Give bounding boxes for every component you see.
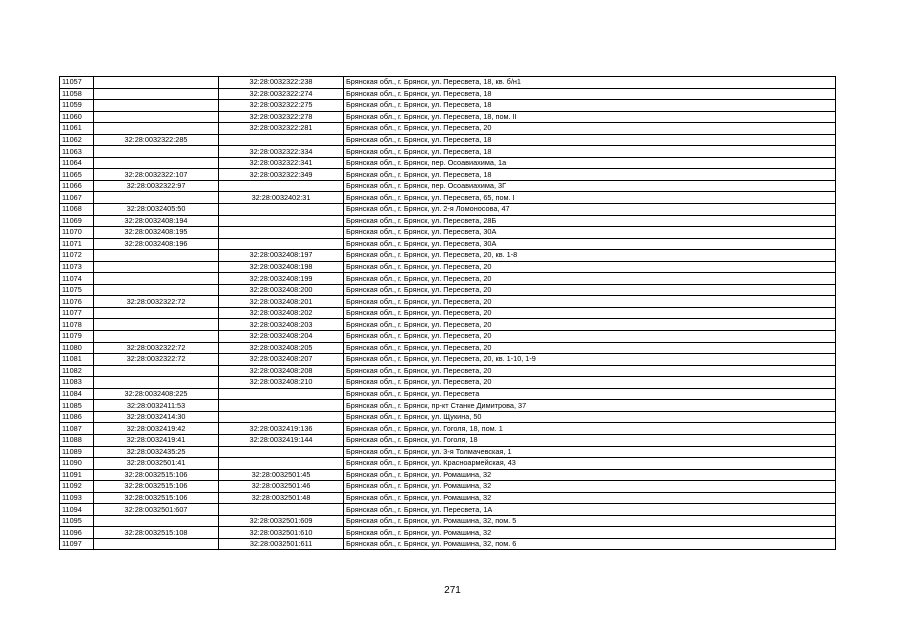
table-row	[60, 250, 836, 262]
building-cadastral-number-cell	[219, 504, 344, 516]
building-cadastral-number-cell	[219, 134, 344, 146]
address-cell: Брянская обл., г. Брянск, ул. Ромашина, 32	[344, 481, 836, 493]
row-number-cell: 11072	[60, 250, 94, 262]
row-number-cell: 11084	[60, 388, 94, 400]
row-number-cell: 11079	[60, 331, 94, 343]
table-row	[60, 169, 836, 181]
address-cell: Брянская обл., г. Брянск, ул. Пересвета, 20	[344, 342, 836, 354]
table-row	[60, 296, 836, 308]
table-row	[60, 354, 836, 366]
land-cadastral-number-cell	[94, 77, 219, 89]
row-number-cell: 11074	[60, 273, 94, 285]
land-cadastral-number-cell: 32:28:0032408:195	[94, 227, 219, 239]
building-cadastral-number-cell	[219, 215, 344, 227]
land-cadastral-number-cell: 32:28:0032515:106	[94, 492, 219, 504]
building-cadastral-number-cell: 32:28:0032408:202	[219, 307, 344, 319]
table-row	[60, 538, 836, 550]
land-cadastral-number-cell	[94, 331, 219, 343]
building-cadastral-number-cell: 32:28:0032322:275	[219, 100, 344, 112]
address-cell: Брянская обл., г. Брянск, ул. Пересвета, 20	[344, 319, 836, 331]
row-number-cell: 11060	[60, 111, 94, 123]
row-number-cell: 11067	[60, 192, 94, 204]
row-number-cell: 11087	[60, 423, 94, 435]
land-cadastral-number-cell: 32:28:0032322:72	[94, 354, 219, 366]
land-cadastral-number-cell	[94, 192, 219, 204]
building-cadastral-number-cell	[219, 446, 344, 458]
address-cell: Брянская обл., г. Брянск, ул. Пересвета, 18, пом. II	[344, 111, 836, 123]
table-row	[60, 123, 836, 135]
building-cadastral-number-cell: 32:28:0032408:201	[219, 296, 344, 308]
address-cell: Брянская обл., г. Брянск, ул. Гоголя, 18, пом. 1	[344, 423, 836, 435]
land-cadastral-number-cell: 32:28:0032419:42	[94, 423, 219, 435]
land-cadastral-number-cell: 32:28:0032408:225	[94, 388, 219, 400]
table-row	[60, 261, 836, 273]
table-row	[60, 434, 836, 446]
table-row	[60, 492, 836, 504]
building-cadastral-number-cell: 32:28:0032322:334	[219, 146, 344, 158]
row-number-cell: 11097	[60, 538, 94, 550]
row-number-cell: 11081	[60, 354, 94, 366]
row-number-cell: 11058	[60, 88, 94, 100]
building-cadastral-number-cell: 32:28:0032322:274	[219, 88, 344, 100]
row-number-cell: 11075	[60, 284, 94, 296]
land-cadastral-number-cell	[94, 515, 219, 527]
building-cadastral-number-cell: 32:28:0032408:199	[219, 273, 344, 285]
building-cadastral-number-cell: 32:28:0032402:31	[219, 192, 344, 204]
building-cadastral-number-cell	[219, 227, 344, 239]
address-cell: Брянская обл., г. Брянск, ул. Гоголя, 18	[344, 434, 836, 446]
table-row	[60, 411, 836, 423]
building-cadastral-number-cell: 32:28:0032408:198	[219, 261, 344, 273]
table-row	[60, 446, 836, 458]
building-cadastral-number-cell: 32:28:0032501:46	[219, 481, 344, 493]
table-row	[60, 307, 836, 319]
row-number-cell: 11077	[60, 307, 94, 319]
row-number-cell: 11078	[60, 319, 94, 331]
address-cell: Брянская обл., г. Брянск, ул. Пересвета	[344, 388, 836, 400]
address-cell: Брянская обл., г. Брянск, ул. Ромашина, 32, пом. 6	[344, 538, 836, 550]
address-cell: Брянская обл., г. Брянск, ул. Ромашина, 32	[344, 469, 836, 481]
table-row	[60, 504, 836, 516]
row-number-cell: 11096	[60, 527, 94, 539]
address-cell: Брянская обл., г. Брянск, ул. Пересвета, 1А	[344, 504, 836, 516]
building-cadastral-number-cell: 32:28:0032322:281	[219, 123, 344, 135]
address-cell: Брянская обл., г. Брянск, ул. Пересвета, 18	[344, 134, 836, 146]
table-row	[60, 515, 836, 527]
address-cell: Брянская обл., г. Брянск, ул. Пересвета, 20, кв. 1-10, 1-9	[344, 354, 836, 366]
building-cadastral-number-cell: 32:28:0032408:200	[219, 284, 344, 296]
row-number-cell: 11093	[60, 492, 94, 504]
row-number-cell: 11059	[60, 100, 94, 112]
building-cadastral-number-cell: 32:28:0032419:136	[219, 423, 344, 435]
address-cell: Брянская обл., г. Брянск, ул. Пересвета, 20	[344, 123, 836, 135]
table-row	[60, 111, 836, 123]
land-cadastral-number-cell: 32:28:0032322:285	[94, 134, 219, 146]
land-cadastral-number-cell: 32:28:0032322:72	[94, 296, 219, 308]
building-cadastral-number-cell: 32:28:0032408:204	[219, 331, 344, 343]
table-row	[60, 284, 836, 296]
building-cadastral-number-cell: 32:28:0032501:45	[219, 469, 344, 481]
address-cell: Брянская обл., г. Брянск, ул. Пересвета, 20	[344, 296, 836, 308]
building-cadastral-number-cell: 32:28:0032408:197	[219, 250, 344, 262]
land-cadastral-number-cell	[94, 377, 219, 389]
address-cell: Брянская обл., г. Брянск, ул. Щукина, 50	[344, 411, 836, 423]
address-cell: Брянская обл., г. Брянск, ул. Ромашина, 32, пом. 5	[344, 515, 836, 527]
table-row	[60, 192, 836, 204]
address-cell: Брянская обл., г. Брянск, ул. Пересвета, 20	[344, 331, 836, 343]
row-number-cell: 11064	[60, 157, 94, 169]
building-cadastral-number-cell	[219, 388, 344, 400]
building-cadastral-number-cell: 32:28:0032408:205	[219, 342, 344, 354]
table-row	[60, 204, 836, 216]
table-row	[60, 423, 836, 435]
address-cell: Брянская обл., г. Брянск, ул. Пересвета, 20	[344, 365, 836, 377]
row-number-cell: 11063	[60, 146, 94, 158]
row-number-cell: 11069	[60, 215, 94, 227]
land-cadastral-number-cell: 32:28:0032405:50	[94, 204, 219, 216]
building-cadastral-number-cell: 32:28:0032408:207	[219, 354, 344, 366]
table-row	[60, 400, 836, 412]
table-row	[60, 215, 836, 227]
land-cadastral-number-cell: 32:28:0032322:107	[94, 169, 219, 181]
table-row	[60, 273, 836, 285]
land-cadastral-number-cell	[94, 284, 219, 296]
address-cell: Брянская обл., г. Брянск, ул. Пересвета, 20	[344, 307, 836, 319]
address-cell: Брянская обл., г. Брянск, ул. Пересвета, 20	[344, 261, 836, 273]
land-cadastral-number-cell: 32:28:0032414:30	[94, 411, 219, 423]
table-row	[60, 238, 836, 250]
building-cadastral-number-cell: 32:28:0032419:144	[219, 434, 344, 446]
table-row	[60, 365, 836, 377]
table-row	[60, 134, 836, 146]
land-cadastral-number-cell: 32:28:0032408:196	[94, 238, 219, 250]
building-cadastral-number-cell	[219, 180, 344, 192]
address-cell: Брянская обл., г. Брянск, ул. Пересвета, 65, пом. I	[344, 192, 836, 204]
building-cadastral-number-cell: 32:28:0032322:349	[219, 169, 344, 181]
table-row	[60, 319, 836, 331]
table-row	[60, 469, 836, 481]
row-number-cell: 11061	[60, 123, 94, 135]
address-cell: Брянская обл., г. Брянск, ул. Пересвета, 20	[344, 377, 836, 389]
table-row	[60, 157, 836, 169]
address-cell: Брянская обл., г. Брянск, ул. Красноармейская, 43	[344, 458, 836, 470]
land-cadastral-number-cell	[94, 307, 219, 319]
row-number-cell: 11062	[60, 134, 94, 146]
table-row	[60, 377, 836, 389]
address-cell: Брянская обл., г. Брянск, ул. Пересвета, 28Б	[344, 215, 836, 227]
address-cell: Брянская обл., г. Брянск, ул. 3-я Толмачевская, 1	[344, 446, 836, 458]
table-row	[60, 342, 836, 354]
land-cadastral-number-cell	[94, 111, 219, 123]
address-cell: Брянская обл., г. Брянск, ул. Пересвета, 30А	[344, 227, 836, 239]
land-cadastral-number-cell: 32:28:0032501:607	[94, 504, 219, 516]
cadastral-table	[59, 76, 836, 550]
land-cadastral-number-cell	[94, 538, 219, 550]
table-body	[60, 77, 836, 550]
address-cell: Брянская обл., г. Брянск, ул. 2-я Ломоносова, 47	[344, 204, 836, 216]
building-cadastral-number-cell: 32:28:0032322:341	[219, 157, 344, 169]
land-cadastral-number-cell: 32:28:0032501:41	[94, 458, 219, 470]
page-number: 271	[444, 585, 461, 596]
land-cadastral-number-cell	[94, 88, 219, 100]
row-number-cell: 11073	[60, 261, 94, 273]
land-cadastral-number-cell: 32:28:0032322:97	[94, 180, 219, 192]
building-cadastral-number-cell	[219, 204, 344, 216]
building-cadastral-number-cell: 32:28:0032322:238	[219, 77, 344, 89]
row-number-cell: 11089	[60, 446, 94, 458]
row-number-cell: 11066	[60, 180, 94, 192]
address-cell: Брянская обл., г. Брянск, пр-кт Станке Димитрова, 37	[344, 400, 836, 412]
address-cell: Брянская обл., г. Брянск, ул. Пересвета, 18	[344, 88, 836, 100]
building-cadastral-number-cell: 32:28:0032501:609	[219, 515, 344, 527]
table-row	[60, 88, 836, 100]
address-cell: Брянская обл., г. Брянск, ул. Пересвета, 18	[344, 146, 836, 158]
row-number-cell: 11085	[60, 400, 94, 412]
land-cadastral-number-cell	[94, 261, 219, 273]
table-row	[60, 146, 836, 158]
land-cadastral-number-cell: 32:28:0032515:106	[94, 481, 219, 493]
row-number-cell: 11070	[60, 227, 94, 239]
land-cadastral-number-cell: 32:28:0032515:108	[94, 527, 219, 539]
row-number-cell: 11068	[60, 204, 94, 216]
land-cadastral-number-cell	[94, 100, 219, 112]
address-cell: Брянская обл., г. Брянск, ул. Пересвета, 30А	[344, 238, 836, 250]
land-cadastral-number-cell	[94, 123, 219, 135]
table-row	[60, 331, 836, 343]
land-cadastral-number-cell	[94, 250, 219, 262]
row-number-cell: 11090	[60, 458, 94, 470]
table-row	[60, 527, 836, 539]
building-cadastral-number-cell	[219, 400, 344, 412]
address-cell: Брянская обл., г. Брянск, ул. Пересвета, 20	[344, 284, 836, 296]
building-cadastral-number-cell: 32:28:0032408:210	[219, 377, 344, 389]
row-number-cell: 11080	[60, 342, 94, 354]
row-number-cell: 11088	[60, 434, 94, 446]
row-number-cell: 11094	[60, 504, 94, 516]
land-cadastral-number-cell: 32:28:0032411:53	[94, 400, 219, 412]
land-cadastral-number-cell: 32:28:0032408:194	[94, 215, 219, 227]
building-cadastral-number-cell	[219, 458, 344, 470]
table-row	[60, 100, 836, 112]
address-cell: Брянская обл., г. Брянск, пер. Осоавиахима, 1а	[344, 157, 836, 169]
building-cadastral-number-cell	[219, 238, 344, 250]
building-cadastral-number-cell: 32:28:0032501:48	[219, 492, 344, 504]
row-number-cell: 11076	[60, 296, 94, 308]
land-cadastral-number-cell: 32:28:0032419:41	[94, 434, 219, 446]
building-cadastral-number-cell: 32:28:0032501:611	[219, 538, 344, 550]
land-cadastral-number-cell: 32:28:0032515:106	[94, 469, 219, 481]
address-cell: Брянская обл., г. Брянск, ул. Пересвета, 18	[344, 169, 836, 181]
address-cell: Брянская обл., г. Брянск, ул. Пересвета, 20, кв. 1-8	[344, 250, 836, 262]
land-cadastral-number-cell	[94, 365, 219, 377]
land-cadastral-number-cell: 32:28:0032322:72	[94, 342, 219, 354]
land-cadastral-number-cell	[94, 319, 219, 331]
row-number-cell: 11071	[60, 238, 94, 250]
land-cadastral-number-cell: 32:28:0032435:25	[94, 446, 219, 458]
building-cadastral-number-cell: 32:28:0032501:610	[219, 527, 344, 539]
land-cadastral-number-cell	[94, 273, 219, 285]
address-cell: Брянская обл., г. Брянск, пер. Осоавиахима, 3Г	[344, 180, 836, 192]
address-cell: Брянская обл., г. Брянск, ул. Пересвета, 18, кв. б/н1	[344, 77, 836, 89]
row-number-cell: 11086	[60, 411, 94, 423]
table-row	[60, 458, 836, 470]
address-cell: Брянская обл., г. Брянск, ул. Ромашина, 32	[344, 492, 836, 504]
building-cadastral-number-cell: 32:28:0032408:208	[219, 365, 344, 377]
row-number-cell: 11092	[60, 481, 94, 493]
table-row	[60, 481, 836, 493]
address-cell: Брянская обл., г. Брянск, ул. Пересвета, 20	[344, 273, 836, 285]
building-cadastral-number-cell: 32:28:0032322:278	[219, 111, 344, 123]
building-cadastral-number-cell: 32:28:0032408:203	[219, 319, 344, 331]
address-cell: Брянская обл., г. Брянск, ул. Пересвета, 18	[344, 100, 836, 112]
row-number-cell: 11083	[60, 377, 94, 389]
table-row	[60, 77, 836, 89]
row-number-cell: 11095	[60, 515, 94, 527]
row-number-cell: 11057	[60, 77, 94, 89]
row-number-cell: 11082	[60, 365, 94, 377]
table-row	[60, 388, 836, 400]
row-number-cell: 11091	[60, 469, 94, 481]
row-number-cell: 11065	[60, 169, 94, 181]
table-row	[60, 180, 836, 192]
table-row	[60, 227, 836, 239]
address-cell: Брянская обл., г. Брянск, ул. Ромашина, 32	[344, 527, 836, 539]
land-cadastral-number-cell	[94, 157, 219, 169]
building-cadastral-number-cell	[219, 411, 344, 423]
land-cadastral-number-cell	[94, 146, 219, 158]
